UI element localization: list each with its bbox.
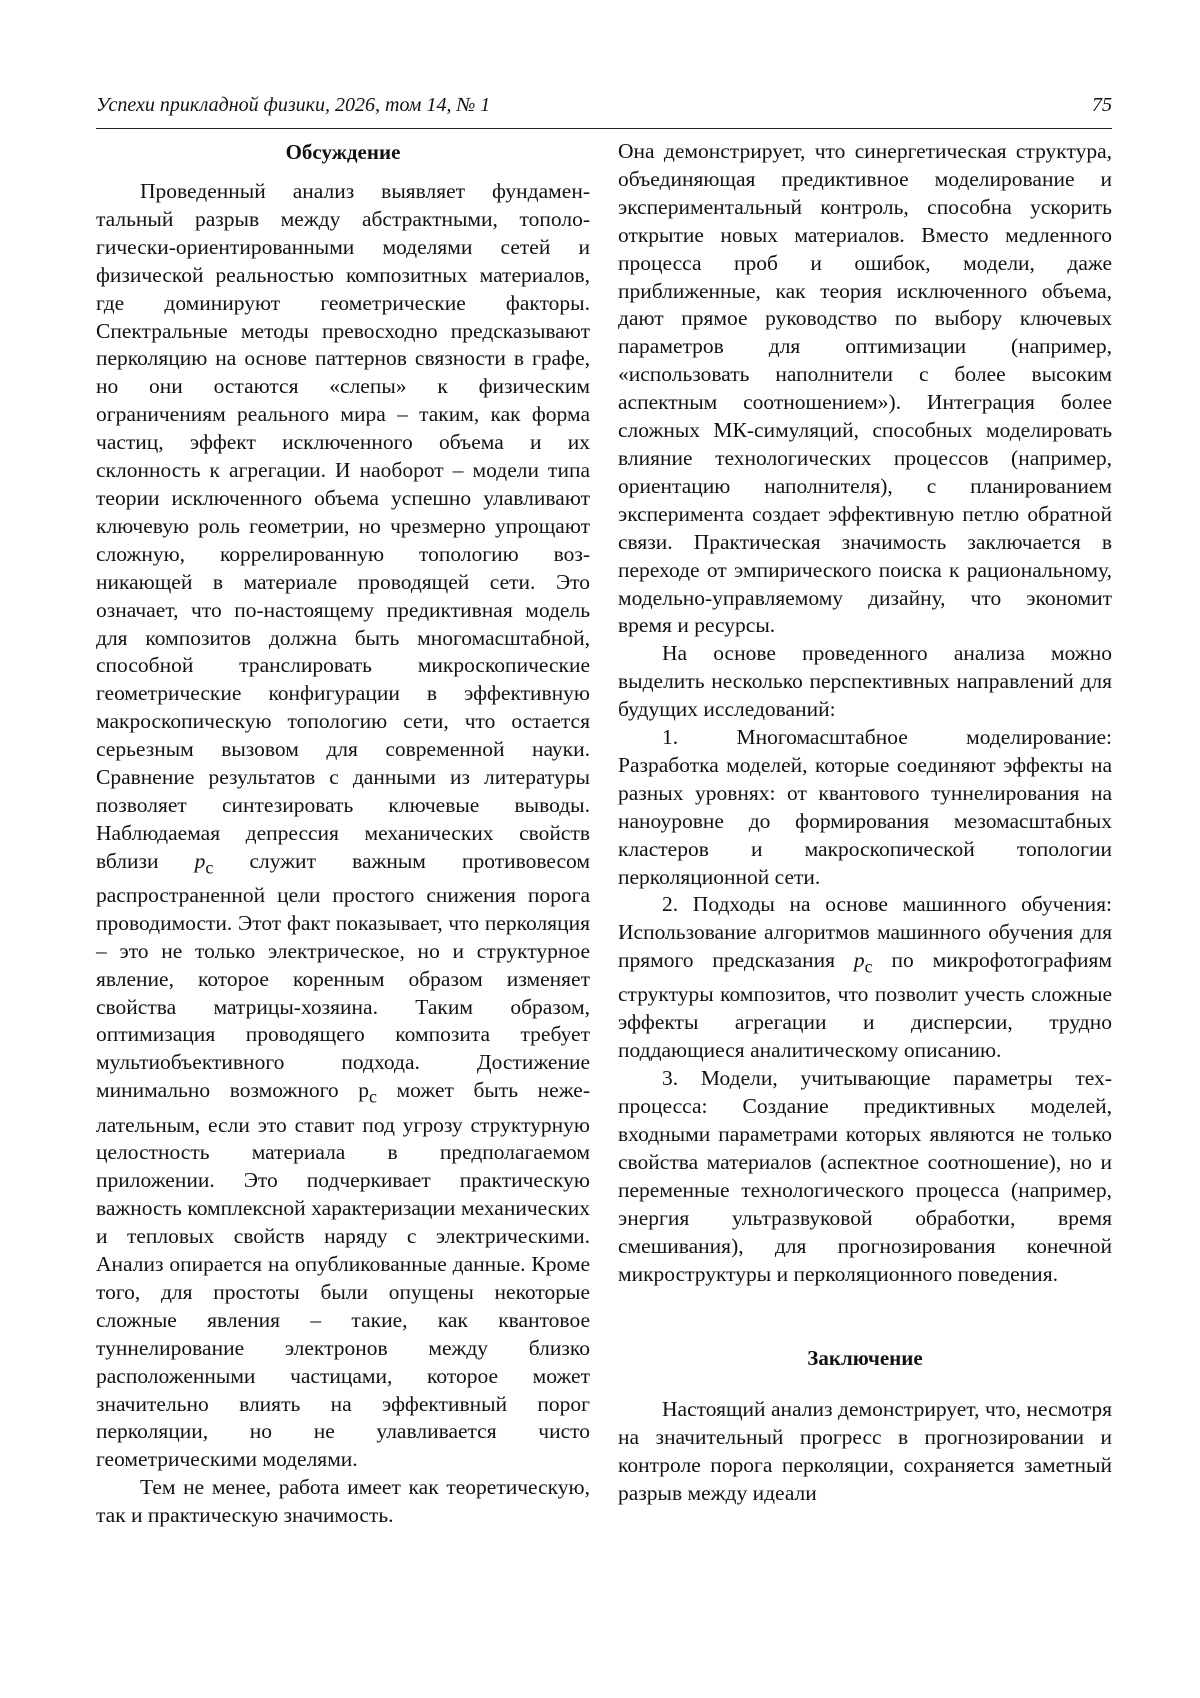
subscript-c: c bbox=[205, 857, 214, 878]
section-heading-discussion: Обсуждение bbox=[285, 140, 401, 164]
paragraph-text: служит важным противовесом распространенной цели простого снижения порога проводимости. Этот факт показывает, что перколяция – это не только электрическое, но и структурное явление, которое коренным образом изменяет свойства матрицы-хозяина. Таким образом, оптимизация проводящего композита требует мультиобъективного подхода. Достижение минимально возможного bbox=[96, 848, 590, 1103]
list-item-text: по микрофотографиям структуры композитов, что позволит учесть сложные эффекты агрегации и дисперсии, трудно поддающиеся аналитическому описанию. bbox=[618, 948, 1112, 1063]
list-item-text: 2. Подходы на основе машинного обучения: Использование алгоритмов машинного обучения для прямого предсказания bbox=[618, 892, 1112, 973]
running-header bbox=[96, 88, 1112, 129]
list-item-multiscale: 1. Многомасштабное моделирование: Разработка моделей, которые соединяют эффекты на разных уровнях: от квантового туннелирования на наноуровне до формирования мезомасштабных кластеров и макроскопической топологии перколяционной сети. bbox=[618, 725, 1112, 889]
right-column bbox=[618, 138, 1112, 1530]
paragraph-significance-continued: Она демонстрирует, что синергетическая структура, объединяющая предиктивное моделирование и экспериментальный контроль, способна ускорить открытие новых материалов. Вместо медленного процесса проб и ошибок, модели, даже приближенные, как теория исключенного объема, дают прямое руководство по выбору ключевых параметров для оптимизации (например, «использовать наполнители с более высоким аспектным соотношением»). Интеграция более сложных МК-симуляций, способных моделировать влияние технологических процессов (например, ориентацию наполнителя), с планированием эксперимента создает эффективную петлю обратной связи. Практическая значимость заключается в переходе от эмпирического поиска к рациональному, модельно-управляемому дизайну, что экономит время и ресурсы. bbox=[618, 139, 1112, 638]
paragraph-directions-intro: На основе проведенного анализа можно выделить несколько перспективных направлений для будущих исследований: bbox=[618, 641, 1112, 722]
variable-p: p bbox=[853, 948, 865, 973]
variable-p: p bbox=[358, 1078, 369, 1103]
paragraph-text: Проведенный анализ выявляет фундаментальный разрыв между абстрактными, топологически-ориентированными моделями сетей и физической реальностью композитных материалов, где доминируют геометрические факторы. Спектральные методы превосходно предсказывают перколяцию на основе паттернов связности в графе, но они остаются «слепы» к физическим ограничениям реального мира – таким, как форма частиц, эффект исключенного объема и их склонность к агрегации. И наоборот – модели типа теории исключенного объема успешно улавливают ключевую роль геометрии, но чрезмерно упрощают сложную, коррелированную топологию возникающей в материале проводящей сети. Это означает, что по-настоящему предиктивная модель для композитов должна быть многомасштабной, способной транслировать микроскопические геометрические конфигурации в эффективную макроскопическую топологию сети, что остается серьезным вызовом для современной науки. Сравнение результатов с данными из литературы позволяет синтезировать ключевые выводы. Наблюдаемая депрессия механических свойств вблизи bbox=[96, 179, 590, 873]
subscript-c: c bbox=[864, 956, 873, 977]
journal-title: Успехи прикладной физики, 2026, том 14, № 1 bbox=[96, 94, 491, 116]
page-number: 75 bbox=[1092, 94, 1112, 116]
list-item-process-parameters: 3. Модели, учитывающие параметры техпроцесса: Создание предиктивных моделей, входными параметрами которых являются не только свойства материалов (аспектное соотношение), но и переменные технологического процесса (например, энергия ультразвуковой обработки, время смешивания), для прогнозирования конечной микроструктуры и перколяционного поведения. bbox=[618, 1066, 1112, 1286]
paragraph-text: может быть нежелательным, если это ставит под угрозу структурную целостность материала в предполагаемом приложении. Это подчеркивает практическую важность комплексной характеризации механических и тепловых свойств наряду с электрическими. Анализ опирается на опубликованные данные. Кроме того, для простоты были опущены некоторые сложные явления – такие, как квантовое туннелирование электронов между близко расположенными частицами, которое может значительно влиять на эффективный порог перколяции, но не улавливается чисто геометрическими моделями. bbox=[96, 1078, 591, 1472]
list-item-machine-learning bbox=[618, 891, 1112, 1065]
two-column-body bbox=[96, 138, 1112, 1530]
paragraph-conclusion: Настоящий анализ демонстрирует, что, несмотря на значительный прогресс в прогнозировании и контроле порога перколяции, сохраняется заметный разрыв между идеали bbox=[618, 1397, 1112, 1506]
section-heading-conclusion: Заключение bbox=[807, 1346, 923, 1371]
paragraph-analysis bbox=[96, 178, 590, 1474]
left-column bbox=[96, 138, 590, 1530]
subscript-c: c bbox=[368, 1086, 377, 1107]
journal-page bbox=[96, 88, 1112, 1668]
variable-p: p bbox=[194, 848, 206, 873]
paragraph-significance: Тем не менее, работа имеет как теоретическую, так и практическую значимость. bbox=[96, 1475, 590, 1528]
